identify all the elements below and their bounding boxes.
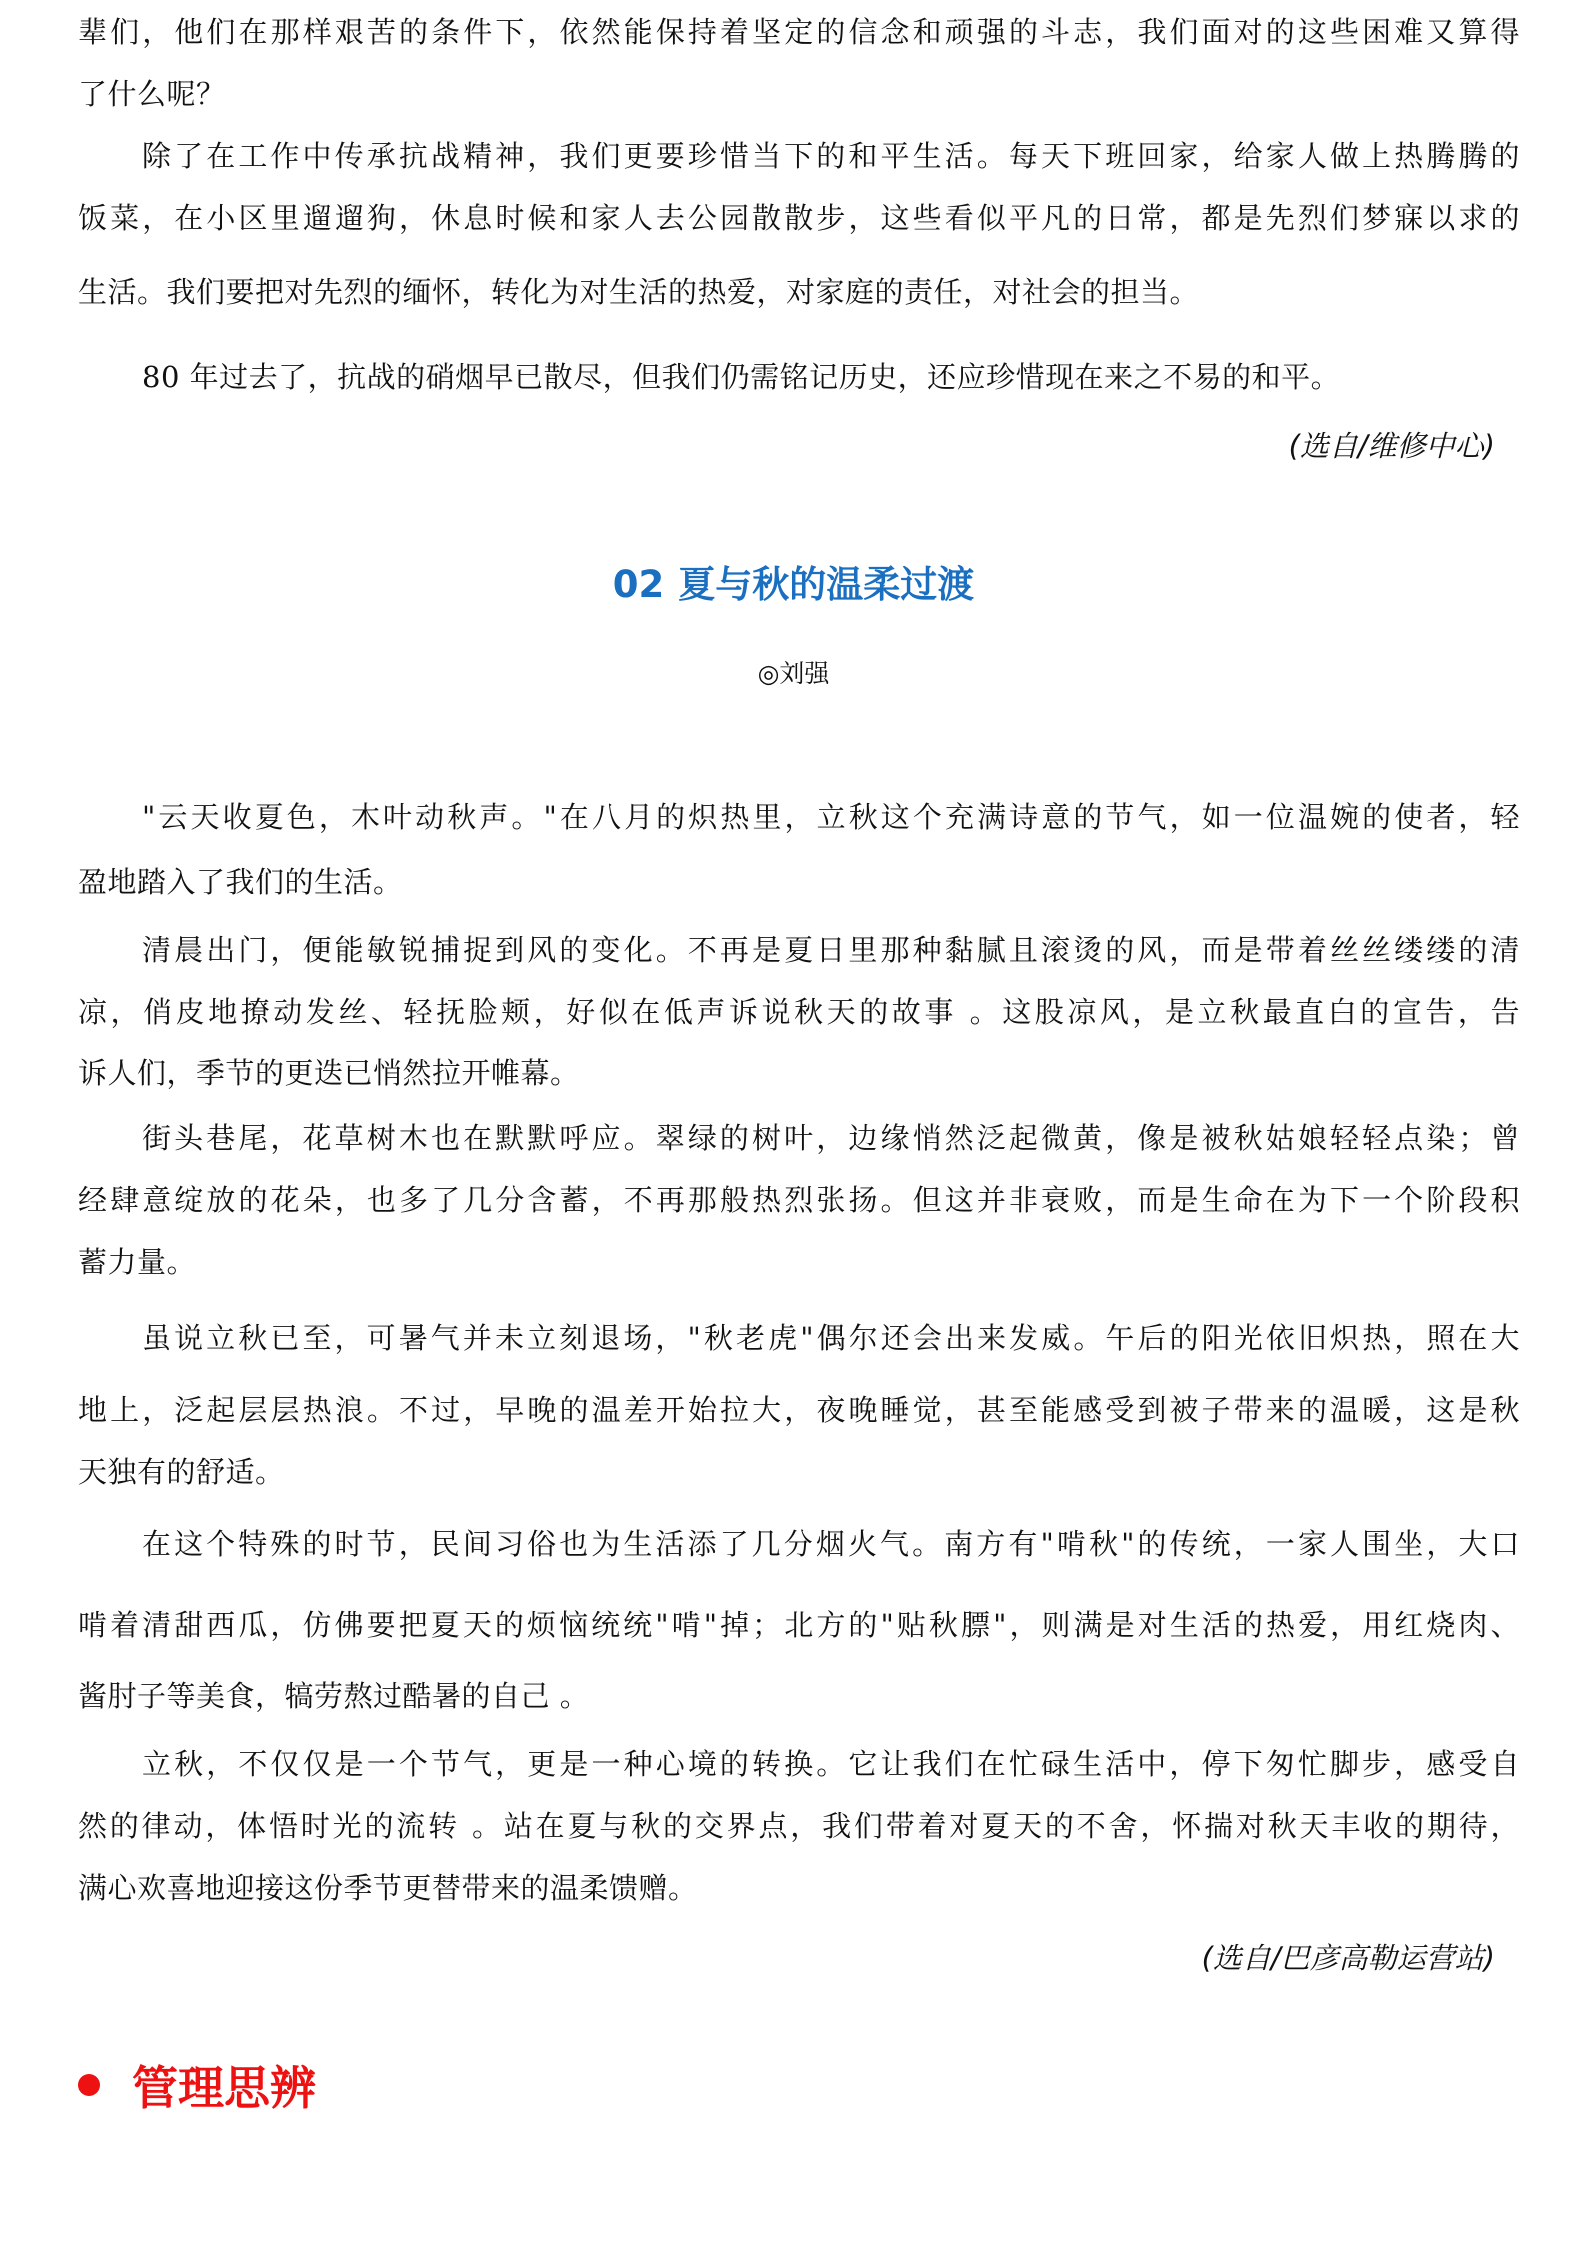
paragraph-line: 然的律动，体悟时光的流转 。站在夏与秋的交界点，我们带着对夏天的不舍，怀揣对秋天丰收的期待， (78, 1809, 1520, 1843)
paragraph-line: 清晨出门，便能敏锐捕捉到风的变化。不再是夏日里那种黏腻且滚烫的风，而是带着丝丝缕缕的清 (142, 933, 1520, 967)
paragraph-line: 凉，俏皮地撩动发丝、轻抚脸颊，好似在低声诉说秋天的故事 。这股凉风，是立秋最直白的宣告，告 (78, 995, 1520, 1029)
article-title (0, 560, 1587, 610)
paragraph-line: 酱肘子等美食，犒劳熬过酷暑的自己 。 (78, 1679, 590, 1713)
paragraph-line: 立秋，不仅仅是一个节气，更是一种心境的转换。它让我们在忙碌生活中，停下匆忙脚步，感受自 (142, 1747, 1520, 1781)
paragraph-line: 盈地踏入了我们的生活。 (78, 865, 403, 899)
article-source: (选自/维修中心) (1288, 429, 1495, 463)
paragraph-line: 天独有的舒适。 (78, 1455, 285, 1489)
article-author: ◎刘强 (757, 659, 830, 688)
paragraph-line: 80 年过去了，抗战的硝烟早已散尽，但我们仍需铭记历史，还应珍惜现在来之不易的和平。 (142, 360, 1341, 394)
paragraph-line: 辈们，他们在那样艰苦的条件下，依然能保持着坚定的信念和顽强的斗志，我们面对的这些困难又算得 (78, 15, 1520, 49)
paragraph-line: 虽说立秋已至，可暑气并未立刻退场，"秋老虎"偶尔还会出来发威。午后的阳光依旧炽热，照在大 (142, 1321, 1520, 1355)
section-heading-text: 管理思辨 (132, 2061, 316, 2115)
article-title-text: 夏与秋的温柔过渡 (678, 563, 975, 606)
bullet-dot-icon (78, 2074, 100, 2096)
paragraph-line: 除了在工作中传承抗战精神，我们更要珍惜当下的和平生活。每天下班回家，给家人做上热腾腾的 (142, 139, 1520, 173)
paragraph-line: "云天收夏色，木叶动秋声。"在八月的炽热里，立秋这个充满诗意的节气，如一位温婉的使者，轻 (142, 800, 1520, 834)
paragraph-line: 经肆意绽放的花朵，也多了几分含蓄，不再那般热烈张扬。但这并非衰败，而是生命在为下一个阶段积 (78, 1183, 1520, 1217)
article-source: (选自/巴彦高勒运营站) (1201, 1941, 1495, 1975)
paragraph-line: 了什么呢？ (78, 77, 226, 111)
paragraph-line: 生活。我们要把对先烈的缅怀，转化为对生活的热爱，对家庭的责任，对社会的担当。 (78, 275, 1200, 309)
paragraph-line: 在这个特殊的时节，民间习俗也为生活添了几分烟火气。南方有"啃秋"的传统，一家人围坐，大口 (142, 1527, 1520, 1561)
article-number: 02 (612, 563, 665, 606)
section-heading (78, 2052, 316, 2118)
paragraph-line: 诉人们，季节的更迭已悄然拉开帷幕。 (78, 1056, 580, 1090)
paragraph-line: 街头巷尾，花草树木也在默默呼应。翠绿的树叶，边缘悄然泛起微黄，像是被秋姑娘轻轻点染；曾 (142, 1121, 1520, 1155)
paragraph-line: 地上，泛起层层热浪。不过，早晚的温差开始拉大，夜晚睡觉，甚至能感受到被子带来的温暖，这是秋 (78, 1393, 1520, 1427)
paragraph-line: 蓄力量。 (78, 1245, 197, 1279)
paragraph-line: 啃着清甜西瓜，仿佛要把夏天的烦恼统统"啃"掉；北方的"贴秋膘"，则满是对生活的热爱，用红烧肉、 (78, 1608, 1520, 1642)
paragraph-line: 饭菜，在小区里遛遛狗，休息时候和家人去公园散散步，这些看似平凡的日常，都是先烈们梦寐以求的 (78, 201, 1520, 235)
paragraph-line: 满心欢喜地迎接这份季节更替带来的温柔馈赠。 (78, 1871, 698, 1905)
